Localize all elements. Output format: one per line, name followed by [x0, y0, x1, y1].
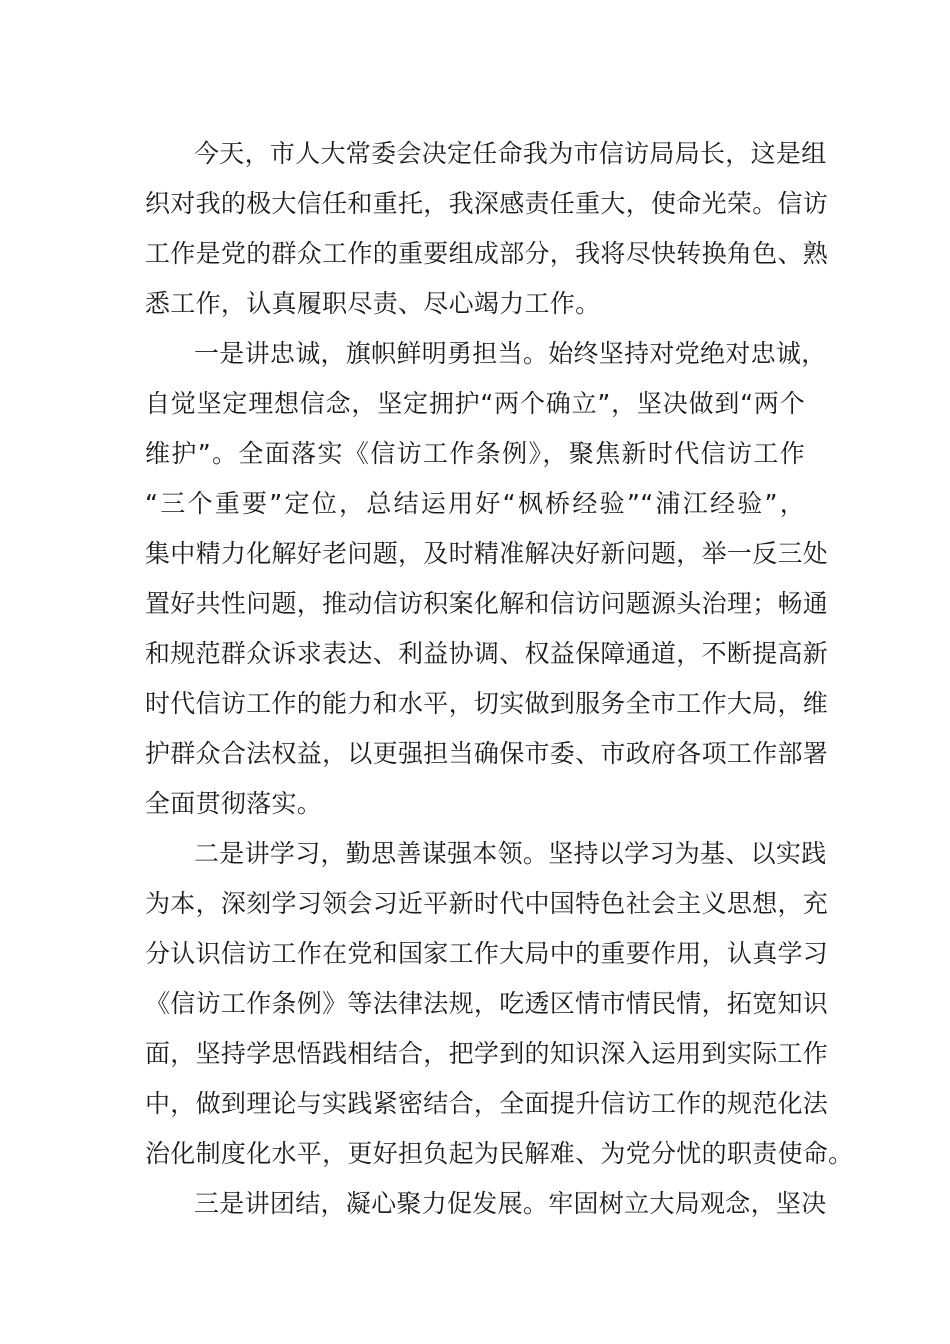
paragraph-3-line-4: 《信访工作条例》等法律法规，吃透区情市情民情，拓宽知识: [145, 989, 829, 1018]
paragraph-1-line-2: 织对我的极大信任和重托，我深感责任重大，使命光荣。信访: [145, 189, 829, 218]
paragraph-3-line-2: 为本，深刻学习领会习近平新时代中国特色社会主义思想，充: [145, 889, 829, 918]
paragraph-2-line-10: 全面贯彻落实。: [145, 789, 323, 818]
paragraph-2-line-6: 置好共性问题，推动信访积案化解和信访问题源头治理；畅通: [145, 589, 829, 618]
paragraph-2-line-8: 时代信访工作的能力和水平，切实做到服务全市工作大局，维: [145, 689, 829, 718]
paragraph-3-line-3: 分认识信访工作在党和国家工作大局中的重要作用，认真学习: [145, 939, 829, 968]
paragraph-2-line-5: 集中精力化解好老问题，及时精准解决好新问题，举一反三处: [145, 539, 829, 568]
paragraph-3-line-7: 治化制度化水平，更好担负起为民解难、为党分忧的职责使命。: [145, 1139, 854, 1168]
paragraph-3-line-1: 二是讲学习，勤思善谋强本领。坚持以学习为基、以实践: [194, 839, 827, 868]
paragraph-2-line-7: 和规范群众诉求表达、利益协调、权益保障通道，不断提高新: [145, 639, 829, 668]
paragraph-1-line-1: 今天，市人大常委会决定任命我为市信访局局长，这是组: [194, 139, 827, 168]
paragraph-3-line-6: 中，做到理论与实践紧密结合，全面提升信访工作的规范化法: [145, 1089, 829, 1118]
paragraph-1-line-4: 悉工作，认真履职尽责、尽心竭力工作。: [145, 289, 601, 318]
paragraph-2-line-2: 自觉坚定理想信念，坚定拥护“两个确立”，坚决做到“两个: [145, 389, 805, 418]
paragraph-2-line-3: 维护”。全面落实《信访工作条例》，聚焦新时代信访工作: [145, 439, 805, 468]
paragraph-2-line-4: “三个重要”定位，总结运用好“枫桥经验”“浦江经验”，: [145, 489, 805, 518]
paragraph-2-line-1: 一是讲忠诚，旗帜鲜明勇担当。始终坚持对党绝对忠诚，: [194, 339, 827, 368]
paragraph-1-line-3: 工作是党的群众工作的重要组成部分，我将尽快转换角色、熟: [145, 239, 829, 268]
paragraph-4-line-1: 三是讲团结，凝心聚力促发展。牢固树立大局观念，坚决: [194, 1189, 827, 1218]
paragraph-2-line-9: 护群众合法权益，以更强担当确保市委、市政府各项工作部署: [145, 739, 829, 768]
paragraph-3-line-5: 面，坚持学思悟践相结合，把学到的知识深入运用到实际工作: [145, 1039, 829, 1068]
